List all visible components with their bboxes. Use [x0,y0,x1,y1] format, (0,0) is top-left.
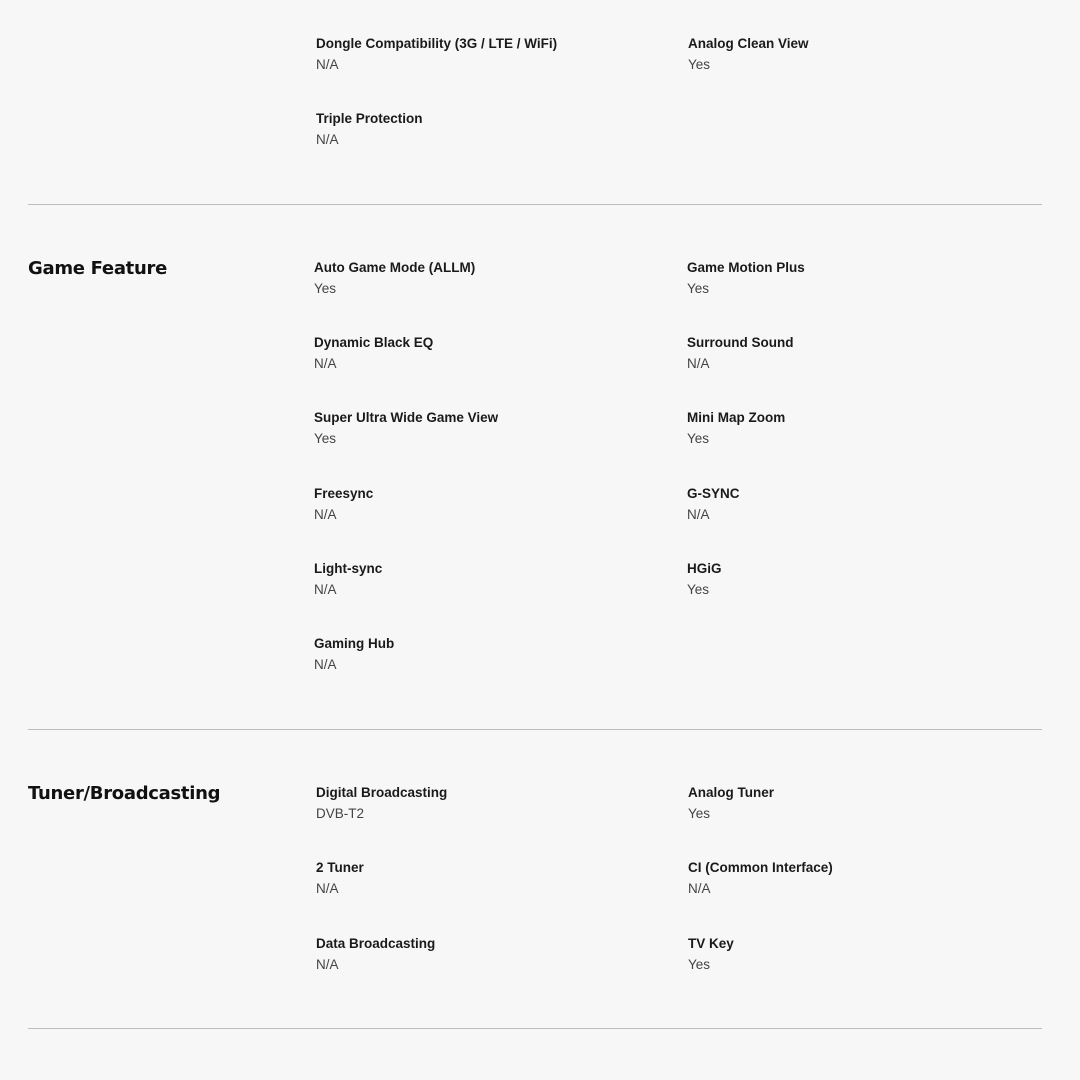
section-divider [28,729,1042,730]
spec-item [314,560,654,598]
spec-value: N/A [314,582,337,597]
spec-value: N/A [687,356,710,371]
spec-name: Dynamic Black EQ [314,335,434,350]
spec-name: HGiG [687,561,722,576]
spec-item [316,935,656,973]
spec-name: Freesync [314,486,374,501]
spec-value: Yes [688,957,711,972]
spec-value: N/A [687,507,710,522]
spec-value: Yes [314,431,337,446]
spec-name: Dongle Compatibility (3G / LTE / WiFi) [316,36,558,51]
section-divider [28,204,1042,205]
spec-name: 2 Tuner [316,860,364,875]
spec-item [314,635,654,673]
spec-item [687,409,1027,447]
spec-value: Yes [688,806,711,821]
spec-name: Light-sync [314,561,383,576]
spec-item [316,859,656,897]
spec-name: TV Key [688,936,734,951]
spec-name: CI (Common Interface) [688,860,833,875]
spec-item [688,935,1028,973]
spec-name: Super Ultra Wide Game View [314,410,499,425]
spec-name: Gaming Hub [314,636,395,651]
spec-name: Auto Game Mode (ALLM) [314,260,476,275]
spec-name: Analog Clean View [688,36,809,51]
spec-item [314,259,654,297]
spec-item [314,485,654,523]
spec-value: Yes [314,281,337,296]
spec-item [688,35,1028,73]
spec-value: Yes [687,582,710,597]
spec-item [316,110,656,148]
spec-item [688,859,1028,897]
spec-name: Mini Map Zoom [687,410,786,425]
spec-item [687,560,1027,598]
spec-value: Yes [687,431,710,446]
spec-value: N/A [316,57,339,72]
spec-value: DVB-T2 [316,806,365,821]
spec-item [687,485,1027,523]
spec-name: Triple Protection [316,111,423,126]
spec-name: Data Broadcasting [316,936,436,951]
spec-name: G-SYNC [687,486,740,501]
section-divider [28,1028,1042,1029]
spec-name: Digital Broadcasting [316,785,448,800]
spec-value: Yes [687,281,710,296]
spec-name: Analog Tuner [688,785,774,800]
spec-value: N/A [316,957,339,972]
spec-value: N/A [316,132,339,147]
spec-item [314,409,654,447]
spec-value: Yes [688,57,711,72]
spec-name: Surround Sound [687,335,794,350]
spec-item [314,334,654,372]
section-title-tuner-broadcasting: Tuner/Broadcasting [28,783,221,804]
spec-value: N/A [316,881,339,896]
spec-item [687,334,1027,372]
spec-value: N/A [314,507,337,522]
spec-item [688,784,1028,822]
spec-value: N/A [688,881,711,896]
spec-value: N/A [314,356,337,371]
section-title-game-feature: Game Feature [28,258,167,279]
spec-item [687,259,1027,297]
spec-value: N/A [314,657,337,672]
spec-item [316,35,656,73]
spec-name: Game Motion Plus [687,260,805,275]
spec-item [316,784,656,822]
